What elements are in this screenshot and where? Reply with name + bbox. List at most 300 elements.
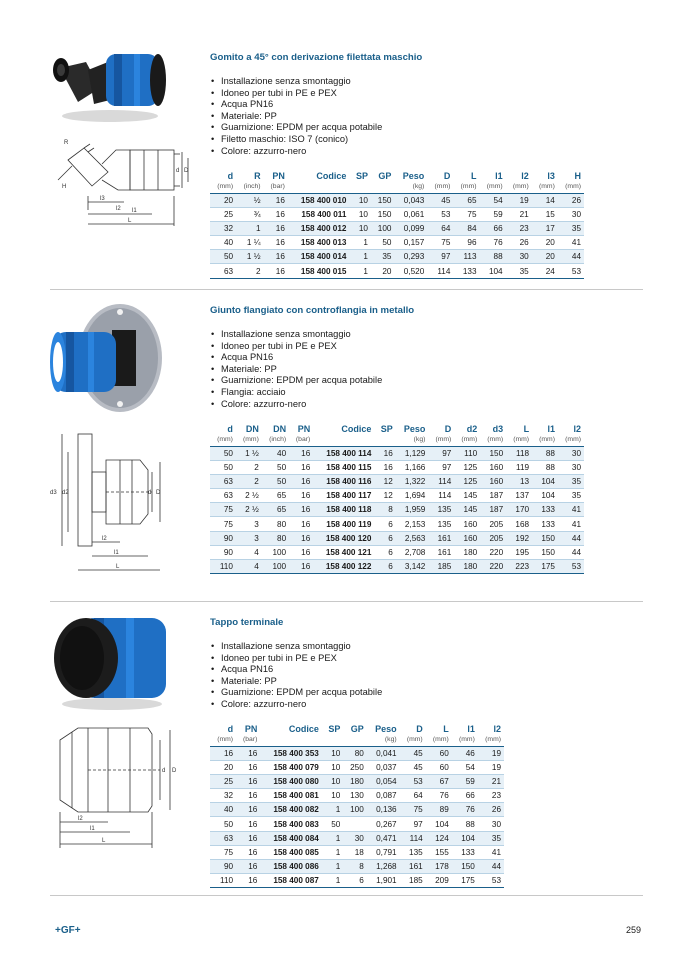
table-cell: 124 <box>426 831 452 845</box>
column-unit: (mm) <box>426 735 452 747</box>
table-cell: 2 <box>236 475 262 489</box>
table-cell: 63 <box>210 489 236 503</box>
table-cell: 40 <box>262 447 289 461</box>
table-cell: 88 <box>532 461 558 475</box>
table-cell: 4 <box>236 559 262 573</box>
flange-drawing-label-l2: l2 <box>102 536 107 542</box>
product-code-cell: 158 400 118 <box>313 503 374 517</box>
column-header: PN <box>244 724 258 734</box>
table-row <box>210 831 504 845</box>
table-cell: 160 <box>480 461 506 475</box>
product-code-cell: 158 400 011 <box>288 208 350 222</box>
table-cell: 145 <box>454 503 480 517</box>
table-cell: 133 <box>532 503 558 517</box>
table-cell: 0,043 <box>394 194 427 208</box>
table-cell: 26 <box>558 194 584 208</box>
product-code-cell: 158 400 014 <box>288 250 350 264</box>
elbow-drawing-label-h: H <box>62 184 67 190</box>
table-cell: 2 <box>236 264 263 278</box>
table-cell: 84 <box>453 222 479 236</box>
feature-item: • Installazione senza smontaggio <box>210 641 382 653</box>
table-cell: 0,267 <box>367 817 400 831</box>
table-cell: 54 <box>480 194 506 208</box>
column-header: Peso <box>402 171 425 181</box>
column-unit: (bar) <box>264 182 288 194</box>
table-cell: 20 <box>210 761 236 775</box>
table-cell: 21 <box>478 775 504 789</box>
elbow-drawing-label-d: d <box>176 168 180 174</box>
feature-item: • Flangia: acciaio <box>210 387 382 399</box>
table-cell: 20 <box>532 250 558 264</box>
table-cell: 30 <box>558 208 584 222</box>
table-cell: 175 <box>532 559 558 573</box>
table-row <box>210 545 584 559</box>
table-header-row <box>210 170 584 182</box>
table-cell: 75 <box>453 208 479 222</box>
table-row <box>210 236 584 250</box>
product-code-cell: 158 400 085 <box>260 845 321 859</box>
product-code-cell: 158 400 120 <box>313 531 374 545</box>
feature-item: • Installazione senza smontaggio <box>210 76 382 88</box>
elbow-drawing-label-l2: l2 <box>116 206 121 212</box>
table-cell: 113 <box>453 250 479 264</box>
table-cell: 16 <box>236 747 260 761</box>
table-cell: 3 <box>236 517 262 531</box>
feature-item: • Idoneo per tubi in PE e PEX <box>210 341 382 353</box>
table-cell: 0,293 <box>394 250 427 264</box>
table-cell: 26 <box>506 236 532 250</box>
table-cell: 16 <box>264 250 288 264</box>
table-row <box>210 461 584 475</box>
product-code-cell: 158 400 083 <box>260 817 321 831</box>
column-header: l1 <box>467 724 475 734</box>
table-cell: 0,136 <box>367 803 400 817</box>
table-cell: 16 <box>289 545 313 559</box>
table-cell: 1,322 <box>396 475 429 489</box>
elbow-45-spec-table <box>210 170 584 279</box>
product-code-cell: 158 400 012 <box>288 222 350 236</box>
column-unit: (mm) <box>480 435 506 447</box>
table-cell: 205 <box>480 531 506 545</box>
end-cap-technical-drawing <box>48 720 188 850</box>
table-cell: 89 <box>426 803 452 817</box>
table-row <box>210 775 504 789</box>
table-cell: 160 <box>454 531 480 545</box>
table-cell: 16 <box>236 803 260 817</box>
table-cell: 76 <box>426 789 452 803</box>
column-header: Peso <box>403 424 426 434</box>
table-cell: 23 <box>478 789 504 803</box>
flanged-joint-product-image <box>46 302 166 414</box>
table-cell: 46 <box>452 747 478 761</box>
column-unit: (mm) <box>478 735 504 747</box>
table-cell: 2,563 <box>396 531 429 545</box>
table-row <box>210 264 584 278</box>
table-cell: 76 <box>480 236 506 250</box>
table-cell: 88 <box>452 817 478 831</box>
column-header: D <box>444 424 452 434</box>
table-cell: 90 <box>210 531 236 545</box>
table-cell: 178 <box>426 859 452 873</box>
table-cell: 60 <box>426 761 452 775</box>
table-cell: 30 <box>506 250 532 264</box>
column-unit: (bar) <box>236 735 260 747</box>
flange-drawing-label-l: L <box>116 564 120 570</box>
flanged-joint-technical-drawing <box>48 432 168 580</box>
table-row <box>210 222 584 236</box>
table-cell: 65 <box>262 489 289 503</box>
table-cell: 1 ½ <box>236 447 262 461</box>
table-cell: 8 <box>374 503 395 517</box>
column-unit: (mm) <box>210 435 236 447</box>
table-cell: 10 <box>322 775 343 789</box>
column-header: H <box>574 171 581 181</box>
table-cell: 20 <box>371 264 394 278</box>
table-row <box>210 789 504 803</box>
column-unit: (inch) <box>236 182 263 194</box>
product-code-cell: 158 400 115 <box>313 461 374 475</box>
elbow-drawing-label-dd: D <box>184 168 189 174</box>
table-row <box>210 531 584 545</box>
table-cell: ¾ <box>236 208 263 222</box>
feature-item: • Colore: azzurro-nero <box>210 699 382 711</box>
column-header: d2 <box>466 424 478 434</box>
table-row <box>210 503 584 517</box>
product-code-cell: 158 400 087 <box>260 873 321 887</box>
table-cell: 170 <box>506 503 532 517</box>
column-header: L <box>471 171 477 181</box>
table-cell: 223 <box>506 559 532 573</box>
column-unit: (mm) <box>454 435 480 447</box>
elbow-drawing-label-l1: l1 <box>132 208 137 214</box>
column-unit <box>349 182 371 194</box>
table-row <box>210 447 584 461</box>
column-header: Codice <box>341 424 372 434</box>
column-header: d <box>227 171 234 181</box>
product-code-cell: 158 400 119 <box>313 517 374 531</box>
table-cell: 209 <box>426 873 452 887</box>
feature-item: • Acqua PN16 <box>210 664 382 676</box>
table-cell: 35 <box>558 222 584 236</box>
table-cell: 41 <box>558 236 584 250</box>
elbow-drawing-label-l: L <box>128 218 132 224</box>
table-cell: 1 <box>322 859 343 873</box>
table-cell: 110 <box>210 559 236 573</box>
table-cell: 50 <box>371 236 394 250</box>
table-cell: 10 <box>349 222 371 236</box>
table-cell: 59 <box>452 775 478 789</box>
table-cell: 118 <box>506 447 532 461</box>
table-cell: 14 <box>532 194 558 208</box>
table-row <box>210 517 584 531</box>
table-cell: 50 <box>210 250 236 264</box>
table-cell: 16 <box>289 447 313 461</box>
table-cell: 3 <box>236 531 262 545</box>
product-code-cell: 158 400 121 <box>313 545 374 559</box>
table-row <box>210 845 504 859</box>
feature-item: • Guarnizione: EPDM per acqua potabile <box>210 375 382 387</box>
table-cell: 250 <box>343 761 366 775</box>
product-code-cell: 158 400 082 <box>260 803 321 817</box>
table-row <box>210 250 584 264</box>
product-code-cell: 158 400 122 <box>313 559 374 573</box>
table-header-row <box>210 723 504 735</box>
column-header: SP <box>328 724 341 734</box>
column-header: l2 <box>573 424 581 434</box>
column-header: l3 <box>547 171 555 181</box>
table-cell: 155 <box>426 845 452 859</box>
feature-item: • Idoneo per tubi in PE e PEX <box>210 653 382 665</box>
table-cell: 97 <box>400 817 426 831</box>
table-cell: 195 <box>506 545 532 559</box>
table-cell: 133 <box>453 264 479 278</box>
product-code-cell: 158 400 116 <box>313 475 374 489</box>
table-cell: 90 <box>210 859 236 873</box>
flange-drawing-label-d: d <box>148 490 152 496</box>
feature-item: • Colore: azzurro-nero <box>210 146 382 158</box>
table-cell: 53 <box>558 264 584 278</box>
table-cell: 114 <box>427 264 453 278</box>
table-cell: 40 <box>210 803 236 817</box>
table-cell: 41 <box>558 503 584 517</box>
table-cell: 6 <box>374 545 395 559</box>
table-cell: 19 <box>506 194 532 208</box>
end-cap-spec-table <box>210 723 504 888</box>
table-cell: 2 <box>236 461 262 475</box>
table-cell: 21 <box>506 208 532 222</box>
table-cell: 53 <box>400 775 426 789</box>
table-cell: 100 <box>343 803 366 817</box>
table-cell: 187 <box>480 503 506 517</box>
table-cell: 185 <box>400 873 426 887</box>
table-row <box>210 803 504 817</box>
table-cell: 35 <box>558 489 584 503</box>
column-unit: (mm) <box>428 435 454 447</box>
feature-item: • Acqua PN16 <box>210 352 382 364</box>
table-cell: 26 <box>478 803 504 817</box>
column-header: l2 <box>493 724 501 734</box>
flange-drawing-label-l1: l1 <box>114 550 119 556</box>
table-cell: 0,061 <box>394 208 427 222</box>
table-cell: 150 <box>480 447 506 461</box>
column-unit: (mm) <box>400 735 426 747</box>
table-cell: 10 <box>349 208 371 222</box>
column-unit: (kg) <box>394 182 427 194</box>
table-cell: 1,694 <box>396 489 429 503</box>
table-cell: 75 <box>210 503 236 517</box>
table-cell: 16 <box>374 461 395 475</box>
table-cell: 175 <box>452 873 478 887</box>
table-cell: 6 <box>374 531 395 545</box>
table-cell: 97 <box>427 250 453 264</box>
table-cell: 135 <box>428 517 454 531</box>
table-cell: 50 <box>210 447 236 461</box>
column-unit: (kg) <box>367 735 400 747</box>
table-cell: 80 <box>343 747 366 761</box>
elbow-45-features <box>210 76 382 157</box>
table-cell: 150 <box>452 859 478 873</box>
table-unit-row <box>210 182 584 194</box>
table-cell: 6 <box>374 517 395 531</box>
table-cell: 104 <box>532 475 558 489</box>
table-cell: 45 <box>427 194 453 208</box>
table-cell: 16 <box>236 873 260 887</box>
cap-drawing-label-d: d <box>162 768 166 774</box>
product-code-cell: 158 400 010 <box>288 194 350 208</box>
table-cell: 10 <box>322 789 343 803</box>
product-code-cell: 158 400 117 <box>313 489 374 503</box>
column-header: Codice <box>316 171 347 181</box>
feature-item: • Materiale: PP <box>210 364 382 376</box>
table-cell: 16 <box>289 517 313 531</box>
product-code-cell: 158 400 015 <box>288 264 350 278</box>
table-cell: 32 <box>210 222 236 236</box>
table-cell: 16 <box>236 789 260 803</box>
feature-item: • Colore: azzurro-nero <box>210 399 382 411</box>
cap-drawing-label-dd: D <box>172 768 177 774</box>
table-cell: 104 <box>480 264 506 278</box>
table-cell: 1 <box>349 264 371 278</box>
gf-logo: +GF+ <box>55 925 81 936</box>
table-cell: 180 <box>343 775 366 789</box>
table-cell: 1,129 <box>396 447 429 461</box>
table-cell: 135 <box>428 503 454 517</box>
table-cell: 168 <box>506 517 532 531</box>
column-header: PN <box>272 171 285 181</box>
table-cell: 16 <box>236 831 260 845</box>
product-code-cell: 158 400 084 <box>260 831 321 845</box>
table-cell: 6 <box>374 559 395 573</box>
flange-drawing-label-d2: d2 <box>62 490 69 496</box>
product-code-cell: 158 400 080 <box>260 775 321 789</box>
column-header: GP <box>378 171 392 181</box>
table-cell: 0,037 <box>367 761 400 775</box>
table-cell: 16 <box>374 447 395 461</box>
table-header-row <box>210 423 584 435</box>
table-cell: 16 <box>289 461 313 475</box>
table-cell: 75 <box>210 517 236 531</box>
column-unit: (mm) <box>453 182 479 194</box>
table-cell: 110 <box>454 447 480 461</box>
table-row <box>210 747 504 761</box>
table-cell: 16 <box>264 264 288 278</box>
table-cell: 104 <box>452 831 478 845</box>
table-cell: 65 <box>453 194 479 208</box>
section-divider <box>50 289 643 290</box>
column-header: L <box>523 424 530 434</box>
flanged-joint-spec-table <box>210 423 584 574</box>
table-cell: 114 <box>428 475 454 489</box>
table-cell: 30 <box>558 461 584 475</box>
table-cell: 63 <box>210 831 236 845</box>
table-cell: 150 <box>371 208 394 222</box>
table-cell: 3,142 <box>396 559 429 573</box>
table-cell: 119 <box>506 461 532 475</box>
table-cell: 75 <box>210 845 236 859</box>
table-cell: 114 <box>428 489 454 503</box>
table-row <box>210 208 584 222</box>
table-cell: 80 <box>262 531 289 545</box>
table-cell: 50 <box>210 461 236 475</box>
table-cell: 0,157 <box>394 236 427 250</box>
table-cell: 150 <box>532 545 558 559</box>
cap-drawing-label-l: L <box>102 838 106 844</box>
table-cell: 150 <box>371 194 394 208</box>
table-cell: 1,166 <box>396 461 429 475</box>
table-cell: 17 <box>532 222 558 236</box>
section-divider <box>50 895 643 896</box>
table-cell: 185 <box>428 559 454 573</box>
end-cap-product-image <box>46 612 172 712</box>
table-cell: 16 <box>289 489 313 503</box>
table-cell: 10 <box>349 194 371 208</box>
table-cell: 96 <box>453 236 479 250</box>
column-unit <box>260 735 321 747</box>
feature-item: • Materiale: PP <box>210 111 382 123</box>
page-number: 259 <box>626 925 642 935</box>
table-cell: 16 <box>289 503 313 517</box>
table-cell: 15 <box>532 208 558 222</box>
table-cell: 50 <box>322 817 343 831</box>
feature-item: • Guarnizione: EPDM per acqua potabile <box>210 122 382 134</box>
column-unit: (mm) <box>558 435 584 447</box>
table-cell: 1,268 <box>367 859 400 873</box>
table-cell: 104 <box>426 817 452 831</box>
column-unit: (mm) <box>506 435 532 447</box>
table-cell: 44 <box>558 250 584 264</box>
table-cell: 35 <box>506 264 532 278</box>
column-header: DN <box>273 424 287 434</box>
table-cell: 0,041 <box>367 747 400 761</box>
table-cell: 60 <box>426 747 452 761</box>
table-row <box>210 194 584 208</box>
table-row <box>210 817 504 831</box>
table-cell: 160 <box>480 475 506 489</box>
table-cell: 90 <box>210 545 236 559</box>
table-cell: 10 <box>322 747 343 761</box>
product-code-cell: 158 400 081 <box>260 789 321 803</box>
table-cell: 44 <box>478 859 504 873</box>
table-cell: 133 <box>532 517 558 531</box>
table-cell: 1 <box>322 803 343 817</box>
table-cell: 13 <box>506 475 532 489</box>
table-cell: 6 <box>343 873 366 887</box>
table-cell: 180 <box>454 559 480 573</box>
table-cell: 4 <box>236 545 262 559</box>
column-header: SP <box>380 424 393 434</box>
table-cell: 53 <box>558 559 584 573</box>
column-unit: (mm) <box>506 182 532 194</box>
table-cell: 16 <box>236 859 260 873</box>
column-header: DN <box>245 424 259 434</box>
table-cell: 2 ½ <box>236 489 262 503</box>
column-unit <box>371 182 394 194</box>
table-cell: 2,153 <box>396 517 429 531</box>
table-cell: 220 <box>480 559 506 573</box>
column-unit: (kg) <box>396 435 429 447</box>
table-cell: 24 <box>532 264 558 278</box>
table-unit-row <box>210 735 504 747</box>
table-cell: 35 <box>558 475 584 489</box>
table-cell: 67 <box>426 775 452 789</box>
column-unit: (bar) <box>289 435 313 447</box>
table-cell: 66 <box>452 789 478 803</box>
table-cell: 150 <box>532 531 558 545</box>
table-cell: 1,959 <box>396 503 429 517</box>
table-row <box>210 559 584 573</box>
column-unit <box>343 735 366 747</box>
table-cell: 66 <box>480 222 506 236</box>
